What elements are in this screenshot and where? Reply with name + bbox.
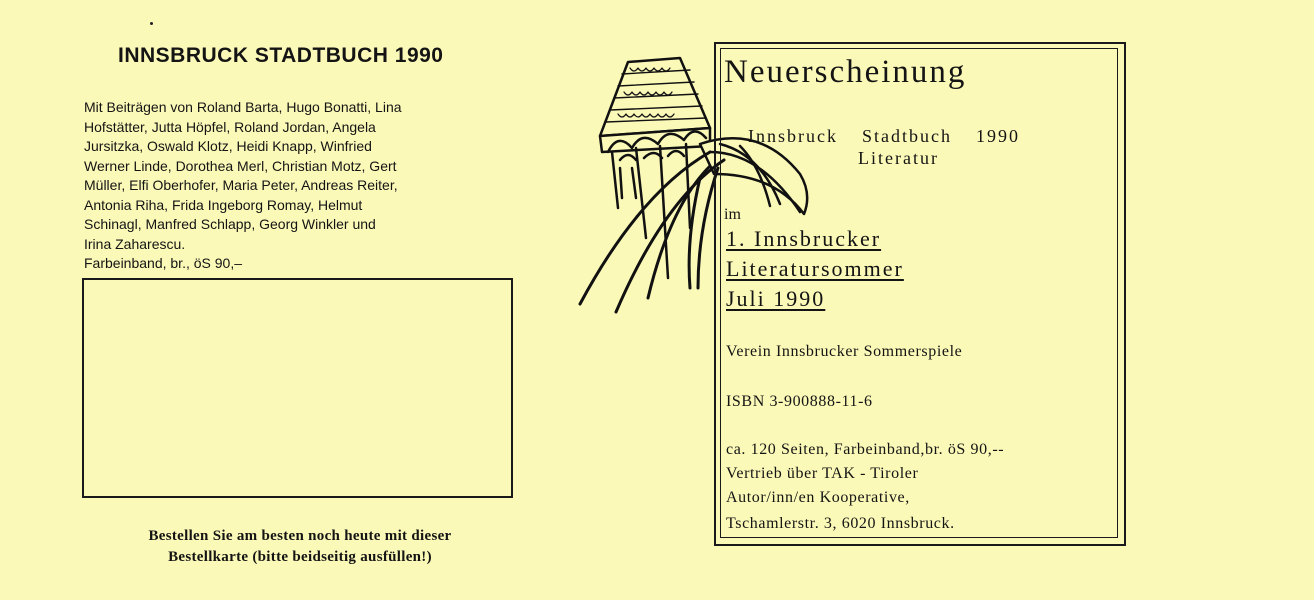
ink-speck <box>150 22 153 25</box>
im-label: im <box>724 206 741 223</box>
details-line: Tschamlerstr. 3, 6020 Innsbruck. <box>726 515 955 532</box>
address-box <box>82 278 513 498</box>
announcement-genre: Literatur <box>858 148 939 168</box>
contributors-line: Irina Zaharescu. <box>84 235 186 252</box>
announcement-heading: Neuerscheinung <box>724 54 967 90</box>
details-line: Autor/inn/en Kooperative, <box>726 489 910 506</box>
contributors-line: Müller, Elfi Oberhofer, Maria Peter, Andreas Reiter, <box>84 177 398 193</box>
subtitle-word: 1990 <box>975 126 1020 146</box>
contributors-line: Mit Beiträgen von Roland Barta, Hugo Bonatti, Lina <box>84 99 402 115</box>
contributors-line: Antonia Riha, Frida Ingeborg Romay, Helmut <box>84 196 363 213</box>
event-line: Juli 1990 <box>726 286 826 311</box>
event-line: 1. Innsbrucker <box>726 226 882 251</box>
subtitle-word: Stadtbuch <box>861 126 952 146</box>
subtitle-word: Innsbruck <box>748 126 838 146</box>
publisher-text: Verein Innsbrucker Sommerspiele <box>726 343 963 360</box>
contributors-line: Jursitzka, Oswald Klotz, Heidi Knapp, Winfried <box>84 138 372 154</box>
contributors-line: Hofstätter, Jutta Höpfel, Roland Jordan, Angela <box>84 118 376 135</box>
order-note <box>80 526 520 568</box>
event-line: Literatursommer <box>726 256 904 281</box>
announcement-subtitle <box>748 126 1020 147</box>
price-text: Farbeinband, br., öS 90,– <box>84 255 242 271</box>
contributors-line: Schinagl, Manfred Schlapp, Georg Winkler und <box>84 216 376 232</box>
book-title: INNSBRUCK STADTBUCH 1990 <box>118 44 444 67</box>
order-note-line: Bestellen Sie am besten noch heute mit dieser <box>148 528 452 544</box>
contributors-text <box>84 98 512 274</box>
isbn-text: ISBN 3-900888-11-6 <box>726 393 873 410</box>
contributors-line: Werner Linde, Dorothea Merl, Christian Motz, Gert <box>84 157 397 174</box>
details-line: Vertrieb über TAK - Tiroler <box>726 465 919 482</box>
details-line: ca. 120 Seiten, Farbeinband,br. öS 90,-- <box>726 441 1005 458</box>
order-note-line: Bestellkarte (bitte beidseitig ausfüllen!) <box>168 549 432 565</box>
